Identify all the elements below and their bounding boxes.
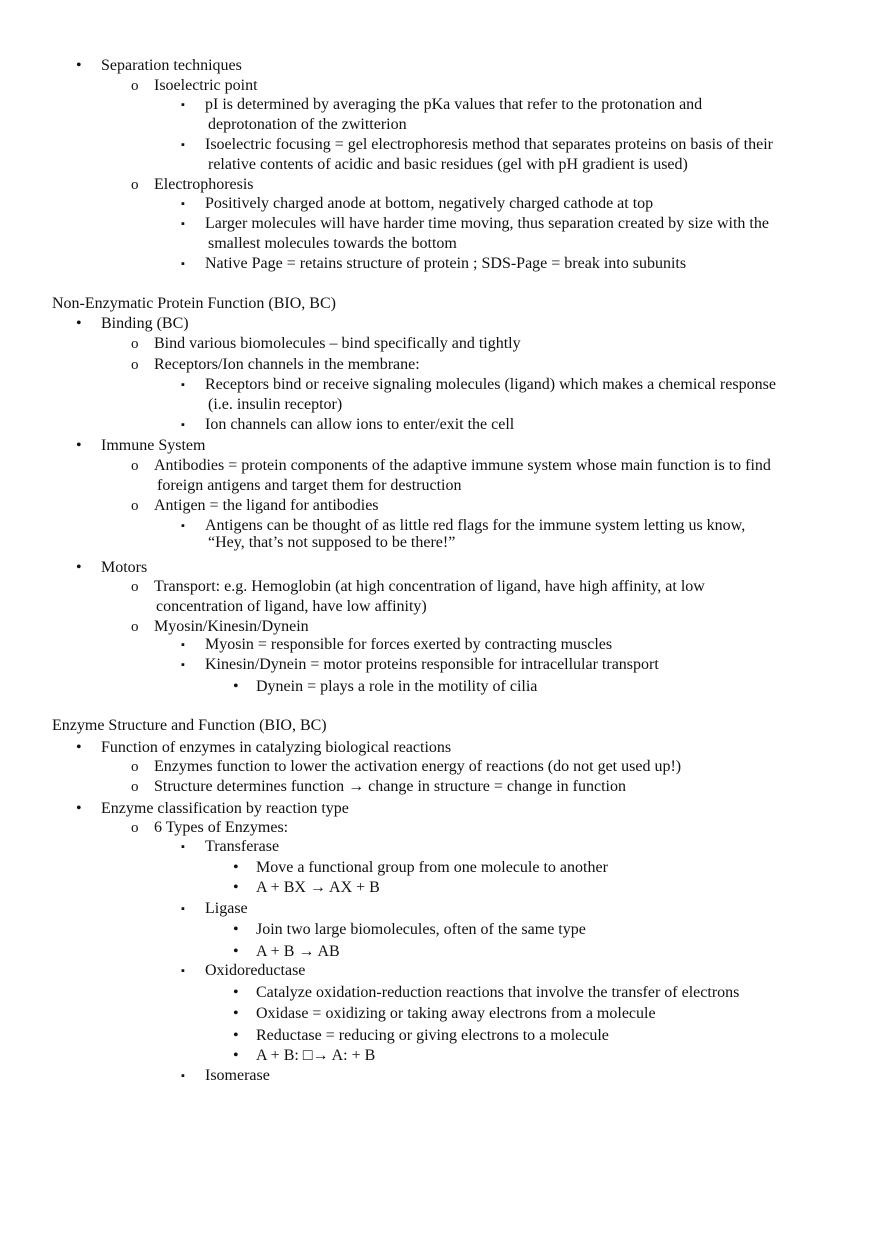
bullet-dot: • — [233, 1047, 239, 1064]
list-item: Antigen = the ligand for antibodies — [154, 497, 379, 514]
list-item: Receptors/Ion channels in the membrane: — [154, 356, 420, 373]
bullet-dot: • — [233, 1027, 239, 1044]
bullet-dot: • — [76, 315, 82, 332]
bullet-square: ▪ — [181, 379, 185, 391]
list-item: Join two large biomolecules, often of the same type — [256, 921, 586, 938]
list-item: Oxidoreductase — [205, 962, 306, 979]
section-heading: Enzyme Structure and Function (BIO, BC) — [52, 717, 327, 734]
bullet-square: ▪ — [181, 903, 185, 915]
list-item: A + B → AB — [256, 943, 340, 960]
list-item: Transferase — [205, 838, 280, 855]
bullet-square: ▪ — [181, 198, 185, 210]
bullet-o: o — [131, 177, 139, 193]
list-item: Separation techniques — [101, 57, 242, 74]
bullet-o: o — [131, 458, 139, 474]
list-item: pI is determined by averaging the pKa values that refer to the protonation and — [205, 96, 703, 113]
list-item: Enzymes function to lower the activation energy of reactions (do not get used up!) — [154, 758, 682, 775]
bullet-dot: • — [76, 559, 82, 576]
bullet-o: o — [131, 779, 139, 795]
list-item-continuation: “Hey, that’s not supposed to be there!” — [208, 534, 456, 551]
bullet-square: ▪ — [181, 841, 185, 853]
list-item: A + B: □→ A: + B — [256, 1047, 376, 1064]
bullet-dot: • — [76, 800, 82, 817]
list-item-continuation: concentration of ligand, have low affinity) — [156, 598, 427, 615]
bullet-o: o — [131, 759, 139, 775]
list-item: Reductase = reducing or giving electrons to a molecule — [256, 1027, 609, 1044]
list-item: Kinesin/Dynein = motor proteins responsible for intracellular transport — [205, 656, 659, 673]
bullet-square: ▪ — [181, 419, 185, 431]
list-item-continuation: foreign antigens and target them for destruction — [157, 477, 462, 494]
list-item: Dynein = plays a role in the motility of cilia — [256, 678, 538, 695]
list-item: Enzyme classification by reaction type — [101, 800, 349, 817]
list-item: Transport: e.g. Hemoglobin (at high concentration of ligand, have high affinity, at low — [154, 578, 705, 595]
list-item: Larger molecules will have harder time moving, thus separation created by size with the — [205, 215, 769, 232]
list-item: Structure determines function → change in structure = change in function — [154, 778, 626, 795]
bullet-dot: • — [76, 739, 82, 756]
list-item: Antibodies = protein components of the adaptive immune system whose main function is to find — [154, 457, 771, 474]
list-item: Isomerase — [205, 1067, 270, 1084]
bullet-o: o — [131, 820, 139, 836]
list-item: Receptors bind or receive signaling molecules (ligand) which makes a chemical response — [205, 376, 776, 393]
list-item: Binding (BC) — [101, 315, 189, 332]
list-item: Isoelectric focusing = gel electrophoresis method that separates proteins on basis of their — [205, 136, 773, 153]
list-item-continuation: (i.e. insulin receptor) — [208, 396, 343, 413]
bullet-dot: • — [233, 984, 239, 1001]
bullet-o: o — [131, 78, 139, 94]
bullet-dot: • — [76, 437, 82, 454]
bullet-square: ▪ — [181, 139, 185, 151]
bullet-dot: • — [233, 678, 239, 695]
list-item: Ligase — [205, 900, 248, 917]
list-item: Antigens can be thought of as little red flags for the immune system letting us know, — [205, 517, 746, 534]
list-item: Bind various biomolecules – bind specifically and tightly — [154, 335, 521, 352]
list-item-continuation: deprotonation of the zwitterion — [208, 116, 407, 133]
list-item: Ion channels can allow ions to enter/exit the cell — [205, 416, 515, 433]
bullet-square: ▪ — [181, 99, 185, 111]
list-item: Isoelectric point — [154, 77, 258, 94]
bullet-o: o — [131, 336, 139, 352]
bullet-dot: • — [76, 57, 82, 74]
list-item: Myosin/Kinesin/Dynein — [154, 618, 309, 635]
bullet-o: o — [131, 498, 139, 514]
list-item-continuation: smallest molecules towards the bottom — [208, 235, 457, 252]
list-item: Move a functional group from one molecule to another — [256, 859, 608, 876]
bullet-dot: • — [233, 859, 239, 876]
bullet-dot: • — [233, 921, 239, 938]
bullet-square: ▪ — [181, 965, 185, 977]
bullet-square: ▪ — [181, 1070, 185, 1082]
bullet-dot: • — [233, 879, 239, 896]
bullet-square: ▪ — [181, 520, 185, 532]
list-item: 6 Types of Enzymes: — [154, 819, 289, 836]
list-item: Oxidase = oxidizing or taking away electrons from a molecule — [256, 1005, 656, 1022]
bullet-square: ▪ — [181, 639, 185, 651]
list-item-continuation: relative contents of acidic and basic residues (gel with pH gradient is used) — [208, 156, 688, 173]
list-item: Native Page = retains structure of protein ; SDS-Page = break into subunits — [205, 255, 687, 272]
list-item: Catalyze oxidation-reduction reactions that involve the transfer of electrons — [256, 984, 740, 1001]
bullet-dot: • — [233, 1005, 239, 1022]
bullet-o: o — [131, 579, 139, 595]
bullet-square: ▪ — [181, 218, 185, 230]
list-item: A + BX → AX + B — [256, 879, 380, 896]
list-item: Myosin = responsible for forces exerted by contracting muscles — [205, 636, 613, 653]
list-item: Immune System — [101, 437, 206, 454]
list-item: Motors — [101, 559, 148, 576]
section-heading: Non-Enzymatic Protein Function (BIO, BC) — [52, 295, 336, 312]
bullet-o: o — [131, 619, 139, 635]
bullet-square: ▪ — [181, 659, 185, 671]
bullet-dot: • — [233, 943, 239, 960]
bullet-square: ▪ — [181, 258, 185, 270]
bullet-o: o — [131, 357, 139, 373]
list-item: Positively charged anode at bottom, negatively charged cathode at top — [205, 195, 654, 212]
list-item: Electrophoresis — [154, 176, 254, 193]
list-item: Function of enzymes in catalyzing biological reactions — [101, 739, 452, 756]
